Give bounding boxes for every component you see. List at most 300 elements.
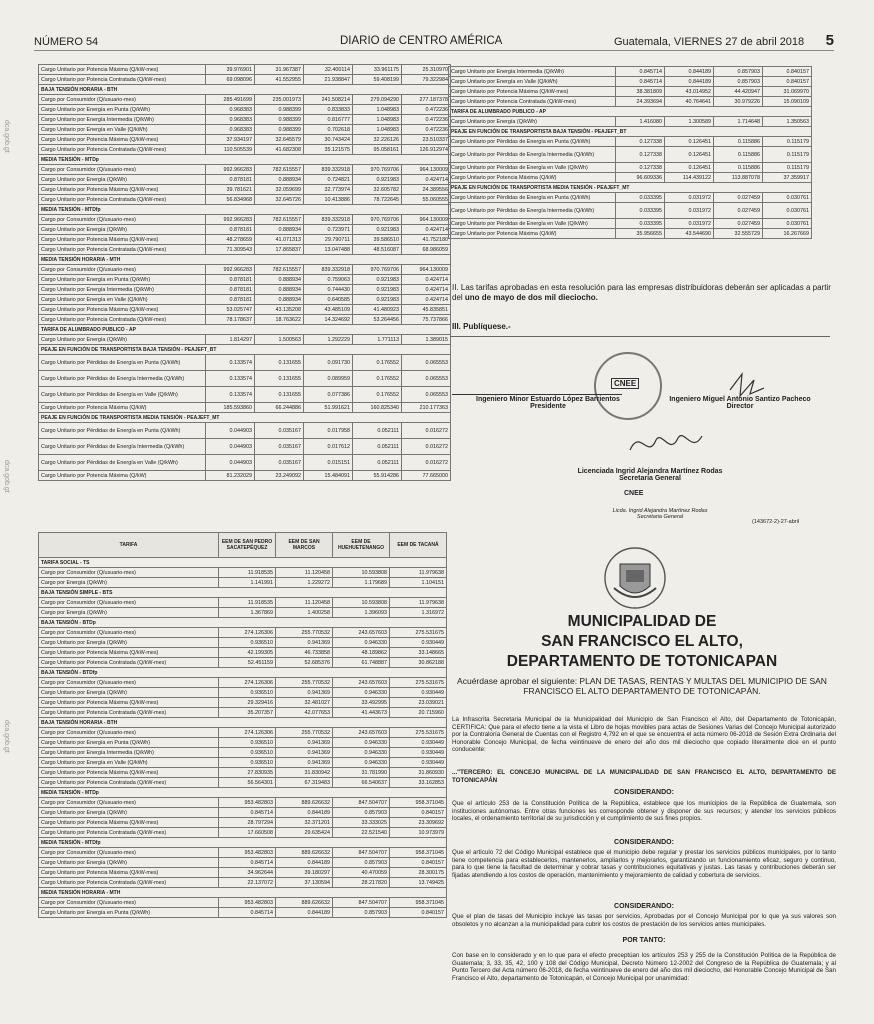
table-cell: 68.986059 <box>402 245 451 255</box>
table-row <box>39 135 451 145</box>
table-cell: 37.130594 <box>276 878 333 888</box>
row-label: Cargo Unitario por Potencia Máxima (Q/kW-mes) <box>39 818 219 828</box>
signatory-1-role: Presidente <box>530 403 566 410</box>
table-cell: 0.723971 <box>304 225 353 235</box>
table-cell: 75.737866 <box>402 315 451 325</box>
table-row <box>39 778 447 788</box>
table-cell: 839.332918 <box>304 215 353 225</box>
side-watermark: dca.gob.gt <box>3 460 10 493</box>
table-row <box>39 698 447 708</box>
row-label: Cargo por Consumidor (Q/usuario-mes) <box>39 598 219 608</box>
section-label: TARIFA SOCIAL - TS <box>39 558 447 568</box>
table-cell: 0.840157 <box>763 67 812 77</box>
row-label: Cargo Unitario por Energía (Q/kWh) <box>39 225 206 235</box>
table-cell: 22.521540 <box>333 828 390 838</box>
table-cell: 235.001973 <box>255 95 304 105</box>
table-cell: 0.044903 <box>206 455 255 471</box>
table-cell: 1.048983 <box>353 125 402 135</box>
table-cell: 0.044903 <box>206 423 255 439</box>
section-label: MEDIA TENSIÓN - MTDfp <box>39 205 451 215</box>
table-cell: 0.921983 <box>353 285 402 295</box>
table-cell: 113.887078 <box>714 173 763 183</box>
table-cell: 964.130009 <box>402 215 451 225</box>
section-label: MEDIA TENSIÓN - MTDfp <box>39 838 447 848</box>
table-cell: 11.918535 <box>219 568 276 578</box>
section-label: BAJA TENSIÓN HORARIA - BTH <box>39 718 447 728</box>
row-label: Cargo Unitario por Potencia Contratada (Q/kW-mes) <box>39 75 206 85</box>
row-label: Cargo Unitario por Energía en Punta (Q/kWh) <box>39 738 219 748</box>
table-row <box>39 598 447 608</box>
row-label: Cargo Unitario por Potencia Contratada (Q/kW-mes) <box>449 97 616 107</box>
row-label: Cargo Unitario por Pérdidas de Energía en Valle (Q/kWh) <box>449 219 616 229</box>
table-cell: 1.048983 <box>353 115 402 125</box>
table-cell: 79.322984 <box>402 75 451 85</box>
table-cell: 243.657603 <box>333 728 390 738</box>
section-label: TARIFA DE ALUMBRADO PUBLICO - AP <box>449 107 812 117</box>
considerando-1: Que el artículo 253 de la Constitución Política de la República, establece que los municipios de la República de Guatemala, son instituciones autónomas. Entre otras funciones les corresponde obtener y disponer de sus recursos; y atender los servicios públicos locales, el ordenamiento territorial de su jurisdicción y el cumplimiento de sus fines propios. <box>452 800 836 823</box>
table-cell: 243.657603 <box>333 628 390 638</box>
row-label: Cargo Unitario por Potencia Contratada (Q/kW-mes) <box>39 315 206 325</box>
table-cell: 0.941369 <box>276 758 333 768</box>
table-cell: 0.930449 <box>390 748 447 758</box>
table-row <box>39 568 447 578</box>
row-label: Cargo Unitario por Energía en Punta (Q/kWh) <box>39 105 206 115</box>
table-cell: 95.058161 <box>353 145 402 155</box>
table-cell: 889.626632 <box>276 798 333 808</box>
row-label: Cargo Unitario por Potencia Contratada (Q/kW-mes) <box>39 195 206 205</box>
table-cell: 0.133574 <box>206 355 255 371</box>
section-label: PEAJE EN FUNCIÓN DE TRANSPORTISTA BAJA TENSIÓN - PEAJEFT_BT <box>449 127 812 137</box>
table-cell: 0.930449 <box>390 688 447 698</box>
table-row <box>39 758 447 768</box>
table-cell: 255.770532 <box>276 678 333 688</box>
row-label: Cargo Unitario por Pérdidas de Energía en Punta (Q/kWh) <box>39 423 206 439</box>
table-cell: 10.593808 <box>333 598 390 608</box>
table-cell: 0.724821 <box>304 175 353 185</box>
section-label: MEDIA TENSIÓN HORARIA - MTH <box>39 255 451 265</box>
table-cell: 0.115886 <box>714 163 763 173</box>
table-cell: 41.752180 <box>402 235 451 245</box>
table-row <box>39 578 447 588</box>
table-cell: 33.492995 <box>333 698 390 708</box>
table-cell: 0.844189 <box>665 67 714 77</box>
table-row <box>39 439 451 455</box>
row-label: Cargo por Consumidor (Q/usuario-mes) <box>39 678 219 688</box>
por-tanto-heading: POR TANTO: <box>622 937 666 944</box>
table-cell: 0.921983 <box>353 295 402 305</box>
table-cell: 28.217820 <box>333 878 390 888</box>
title-line-3: DEPARTAMENTO DE TOTONICAPAN <box>506 653 778 670</box>
table-cell: 15.484091 <box>304 471 353 481</box>
section-row <box>39 85 451 95</box>
table-cell: 30.862188 <box>390 658 447 668</box>
table-cell: 0.878181 <box>206 225 255 235</box>
table-cell: 0.115179 <box>763 163 812 173</box>
table-cell: 43.485109 <box>304 305 353 315</box>
table-cell: 17.865837 <box>255 245 304 255</box>
table-cell: 34.962644 <box>219 868 276 878</box>
signatory-2-name: Ingeniero Miguel Antonio Santizo Pacheco <box>669 396 811 403</box>
table-cell: 0.888934 <box>255 175 304 185</box>
tariff-table-eem <box>38 532 447 918</box>
section-label: BAJA TENSIÓN - BTDp <box>39 618 447 628</box>
table-row <box>449 203 812 219</box>
table-cell: 0.131655 <box>255 371 304 387</box>
table-row <box>39 215 451 225</box>
row-label: Cargo Unitario por Pérdidas de Energía en Valle (Q/kWh) <box>39 455 206 471</box>
table-cell: 0.015151 <box>304 455 353 471</box>
table-cell: 1.714648 <box>714 117 763 127</box>
table-cell: 0.930449 <box>390 638 447 648</box>
table-row <box>449 147 812 163</box>
table-cell: 32.226126 <box>353 135 402 145</box>
row-label: Cargo Unitario por Energía en Punta (Q/kWh) <box>39 908 219 918</box>
por-tanto-paragraph: Con base en lo considerado y en lo que para el efecto preceptúan los artículos 253 y 255 de la Constitución Política de la República de Guatemala; 3, 33, 35, 42, 100 y 108 del Código Municipal, Decreto Número 12-2002 del Congreso de la República de Guatemala; y al Punto Tercero del Acta número 06-2018, de fecha veintinueve de enero del año dos mil dieciocho, del Honorable Concejo Municipal de San Francisco el Alto, departamento de Totonicapán, el Concejo Municipal por unanimidad: <box>452 952 836 982</box>
section-label: MEDIA TENSIÓN HORARIA - MTH <box>39 888 447 898</box>
table-cell: 0.941369 <box>276 738 333 748</box>
table-cell: 0.127338 <box>616 147 665 163</box>
table-cell: 48.278659 <box>206 235 255 245</box>
row-label: Cargo Unitario por Energía en Punta (Q/kWh) <box>39 275 206 285</box>
table-cell: 0.033395 <box>616 219 665 229</box>
table-cell: 11.979638 <box>390 598 447 608</box>
table-cell: 32.555729 <box>714 229 763 239</box>
table-cell: 1.814297 <box>206 335 255 345</box>
table-cell: 0.888934 <box>255 275 304 285</box>
table-cell: 17.660508 <box>219 828 276 838</box>
table-cell: 847.504707 <box>333 898 390 908</box>
table-row <box>39 628 447 638</box>
table-cell: 10.593808 <box>333 568 390 578</box>
table-cell: 0.946330 <box>333 688 390 698</box>
table-cell: 37.934197 <box>206 135 255 145</box>
table-cell: 0.065553 <box>402 371 451 387</box>
table-cell: 32.400114 <box>304 65 353 75</box>
table-cell: 23.309692 <box>390 818 447 828</box>
table-cell: 275.531675 <box>390 628 447 638</box>
row-label: Cargo Unitario por Potencia Contratada (Q/kW-mes) <box>39 708 219 718</box>
table-cell: 32.605782 <box>353 185 402 195</box>
table-cell: 0.888934 <box>255 285 304 295</box>
table-cell: 0.472236 <box>402 115 451 125</box>
table-cell: 0.424714 <box>402 275 451 285</box>
stamp-name: Licda. Ingrid Alejandra Martínez Rodas <box>612 508 708 514</box>
table-row <box>39 371 451 387</box>
table-cell: 889.626632 <box>276 898 333 908</box>
signatory-3-role: Secretaria General <box>619 475 681 482</box>
table-cell: 51.991621 <box>304 403 353 413</box>
table-cell: 0.017612 <box>304 439 353 455</box>
table-cell: 274.126306 <box>219 628 276 638</box>
table-cell: 285.491699 <box>206 95 255 105</box>
table-cell: 48.189862 <box>333 648 390 658</box>
seal-logo-text: CNEE <box>611 378 639 389</box>
table-row <box>39 315 451 325</box>
table-row <box>449 117 812 127</box>
table-cell: 11.979638 <box>390 568 447 578</box>
tariff-table-continued <box>38 64 451 481</box>
row-label: Cargo Unitario por Pérdidas de Energía Intermedia (Q/kWh) <box>449 203 616 219</box>
table-cell: 185.593860 <box>206 403 255 413</box>
table-cell: 0.930449 <box>390 738 447 748</box>
table-cell: 0.052111 <box>353 423 402 439</box>
table-cell: 0.031972 <box>665 219 714 229</box>
section-row <box>39 205 451 215</box>
table-cell: 0.176552 <box>353 355 402 371</box>
table-cell: 0.131655 <box>255 355 304 371</box>
table-cell: 0.936510 <box>219 638 276 648</box>
row-label: Cargo Unitario por Pérdidas de Energía Intermedia (Q/kWh) <box>449 147 616 163</box>
table-cell: 40.764641 <box>665 97 714 107</box>
table-cell: 0.878181 <box>206 295 255 305</box>
row-label: Cargo Unitario por Energía (Q/kWh) <box>39 175 206 185</box>
table-cell: 255.770532 <box>276 628 333 638</box>
table-cell: 0.133574 <box>206 387 255 403</box>
table-cell: 31.069970 <box>763 87 812 97</box>
table-cell: 782.615557 <box>255 165 304 175</box>
table-cell: 78.178637 <box>206 315 255 325</box>
signatory-1 <box>448 396 648 410</box>
signature-line <box>452 394 622 395</box>
table-cell: 15.090109 <box>763 97 812 107</box>
table-row <box>39 145 451 155</box>
stamp-role: Secretaria General <box>636 514 684 520</box>
table-row <box>39 295 451 305</box>
row-label: Cargo Unitario por Potencia Contratada (Q/kW-mes) <box>39 828 219 838</box>
table-cell: 14.324692 <box>304 315 353 325</box>
table-cell: 0.640585 <box>304 295 353 305</box>
table-cell: 0.759063 <box>304 275 353 285</box>
table-row <box>449 163 812 173</box>
row-label: Cargo Unitario por Potencia Máxima (Q/kW) <box>39 471 206 481</box>
row-label: Cargo Unitario por Pérdidas de Energía en Punta (Q/kWh) <box>39 355 206 371</box>
table-cell: 0.424714 <box>402 225 451 235</box>
table-row <box>449 219 812 229</box>
table-cell: 0.033395 <box>616 203 665 219</box>
table-row <box>39 455 451 471</box>
table-row <box>39 808 447 818</box>
table-cell: 0.946330 <box>333 758 390 768</box>
table-cell: 41.480923 <box>353 305 402 315</box>
column-header: EEM DE SAN PEDRO SACATEPÉQUEZ <box>219 533 276 558</box>
table-row <box>39 165 451 175</box>
row-label: Cargo Unitario por Energía (Q/kWh) <box>39 335 206 345</box>
table-row <box>39 185 451 195</box>
table-cell: 40.470059 <box>333 868 390 878</box>
table-cell: 958.371045 <box>390 798 447 808</box>
title-line-2: SAN FRANCISCO EL ALTO, <box>541 633 743 650</box>
table-cell: 782.615557 <box>255 265 304 275</box>
table-cell: 28.797294 <box>219 818 276 828</box>
table-cell: 992.966283 <box>206 265 255 275</box>
table-row <box>39 195 451 205</box>
row-label: Cargo Unitario por Potencia Contratada (Q/kW-mes) <box>39 878 219 888</box>
table-row <box>39 75 451 85</box>
table-cell: 255.770532 <box>276 728 333 738</box>
side-watermark: dca.gob.gt <box>3 720 10 753</box>
table-cell: 1.316972 <box>390 608 447 618</box>
table-cell: 32.645579 <box>255 135 304 145</box>
table-cell: 0.988399 <box>255 115 304 125</box>
table-row <box>449 137 812 147</box>
table-cell: 953.482803 <box>219 848 276 858</box>
table-cell: 970.769706 <box>353 165 402 175</box>
table-row <box>39 848 447 858</box>
table-cell: 13.749425 <box>390 878 447 888</box>
table-cell: 35.121575 <box>304 145 353 155</box>
table-cell: 0.930449 <box>390 758 447 768</box>
table-cell: 0.833833 <box>304 105 353 115</box>
table-cell: 0.936510 <box>219 688 276 698</box>
table-cell: 1.300589 <box>665 117 714 127</box>
title-line-1: MUNICIPALIDAD DE <box>567 613 717 630</box>
table-cell: 0.091730 <box>304 355 353 371</box>
row-label: Cargo Unitario por Potencia Contratada (Q/kW-mes) <box>39 778 219 788</box>
table-cell: 0.424714 <box>402 175 451 185</box>
section-label: BAJA TENSIÓN - BTDfp <box>39 668 447 678</box>
row-label: Cargo Unitario por Potencia Máxima (Q/kW-mes) <box>39 698 219 708</box>
table-cell: 0.035167 <box>255 423 304 439</box>
table-cell: 43.014952 <box>665 87 714 97</box>
table-row <box>449 193 812 203</box>
table-cell: 23.249092 <box>255 471 304 481</box>
table-cell: 59.408199 <box>353 75 402 85</box>
section-row <box>39 155 451 165</box>
column-header: EEM DE SAN MARCOS <box>276 533 333 558</box>
table-cell: 0.065553 <box>402 355 451 371</box>
table-cell: 33.162853 <box>390 778 447 788</box>
signatory-2 <box>650 396 830 410</box>
row-label: Cargo Unitario por Energía (Q/kWh) <box>39 688 219 698</box>
table-row <box>39 225 451 235</box>
table-cell: 243.657603 <box>333 678 390 688</box>
section-label: PEAJE EN FUNCIÓN DE TRANSPORTISTA BAJA TENSIÓN - PEAJEFT_BT <box>39 345 451 355</box>
table-cell: 279.094290 <box>353 95 402 105</box>
table-row <box>449 87 812 97</box>
table-cell: 0.030761 <box>763 203 812 219</box>
table-cell: 0.968383 <box>206 125 255 135</box>
table-cell: 48.516087 <box>353 245 402 255</box>
table-row <box>39 868 447 878</box>
section-row <box>39 255 451 265</box>
table-cell: 0.936510 <box>219 738 276 748</box>
table-cell: 839.332918 <box>304 165 353 175</box>
row-label: Cargo Unitario por Energía Intermedia (Q/kWh) <box>39 285 206 295</box>
agreement-summary: Acuérdase aprobar el siguiente: PLAN DE TASAS, RENTAS Y MULTAS DEL MUNICIPIO DE SAN FRANCISCO EL ALTO DEPARTAMENTO DE TOTONICAPÁN. <box>457 676 827 696</box>
table-cell: 0.424714 <box>402 285 451 295</box>
table-cell: 0.840157 <box>390 808 447 818</box>
considerando-heading: CONSIDERANDO: <box>614 903 674 910</box>
table-cell: 56.834968 <box>206 195 255 205</box>
table-row <box>39 858 447 868</box>
table-cell: 0.921983 <box>353 175 402 185</box>
table-cell: 69.098096 <box>206 75 255 85</box>
table-cell: 0.115886 <box>714 147 763 163</box>
row-label: Cargo Unitario por Pérdidas de Energía en Punta (Q/kWh) <box>449 193 616 203</box>
table-cell: 32.773974 <box>304 185 353 195</box>
table-cell: 0.016272 <box>402 439 451 455</box>
table-cell: 56.564301 <box>219 778 276 788</box>
row-label: Cargo por Consumidor (Q/usuario-mes) <box>39 568 219 578</box>
table-cell: 31.781990 <box>333 768 390 778</box>
publication-name: DIARIO de CENTRO AMÉRICA <box>340 35 503 47</box>
table-cell: 1.367869 <box>219 608 276 618</box>
table-cell: 30.743424 <box>304 135 353 145</box>
table-cell: 77.665000 <box>402 471 451 481</box>
table-cell: 0.844189 <box>276 858 333 868</box>
table-cell: 0.878181 <box>206 175 255 185</box>
table-cell: 0.044903 <box>206 439 255 455</box>
table-cell: 0.031972 <box>665 203 714 219</box>
section-label: MEDIA TENSIÓN - MTDp <box>39 155 451 165</box>
table-cell: 0.840157 <box>390 908 447 918</box>
table-cell: 275.531675 <box>390 678 447 688</box>
table-cell: 0.131655 <box>255 387 304 403</box>
table-cell: 0.472236 <box>402 125 451 135</box>
table-row <box>39 471 451 481</box>
table-cell: 41.552955 <box>255 75 304 85</box>
table-cell: 0.878181 <box>206 285 255 295</box>
section-label: BAJA TENSIÓN HORARIA - BTH <box>39 85 451 95</box>
table-cell: 958.371045 <box>390 898 447 908</box>
table-cell: 0.857903 <box>333 908 390 918</box>
table-cell: 953.482803 <box>219 798 276 808</box>
table-row <box>39 285 451 295</box>
row-label: Cargo Unitario por Energía en Valle (Q/kWh) <box>449 77 616 87</box>
table-cell: 0.424714 <box>402 295 451 305</box>
issue-date: Guatemala, VIERNES 27 de abril 2018 <box>614 36 805 48</box>
table-cell: 0.845714 <box>616 77 665 87</box>
table-cell: 1.389015 <box>402 335 451 345</box>
table-cell: 0.844189 <box>276 808 333 818</box>
table-cell: 0.840157 <box>390 858 447 868</box>
table-cell: 970.769706 <box>353 265 402 275</box>
table-cell: 0.921983 <box>353 225 402 235</box>
table-cell: 1.229272 <box>276 578 333 588</box>
table-cell: 0.844189 <box>276 908 333 918</box>
table-cell: 0.017958 <box>304 423 353 439</box>
row-label: Cargo Unitario por Pérdidas de Energía en Valle (Q/kWh) <box>39 387 206 403</box>
table-cell: 41.443673 <box>333 708 390 718</box>
table-cell: 32.645726 <box>255 195 304 205</box>
table-cell: 71.309543 <box>206 245 255 255</box>
table-row <box>39 708 447 718</box>
table-cell: 0.176552 <box>353 371 402 387</box>
row-label: Cargo Unitario por Pérdidas de Energía Intermedia (Q/kWh) <box>39 439 206 455</box>
row-label: Cargo por Energía (Q/kWh) <box>39 578 219 588</box>
table-cell: 970.769706 <box>353 215 402 225</box>
table-row <box>39 105 451 115</box>
row-label: Cargo por Consumidor (Q/usuario-mes) <box>39 728 219 738</box>
table-cell: 0.988399 <box>255 105 304 115</box>
row-label: Cargo Unitario por Potencia Máxima (Q/kW-mes) <box>39 135 206 145</box>
table-cell: 11.120458 <box>276 568 333 578</box>
section-row <box>39 618 447 628</box>
table-row <box>39 828 447 838</box>
table-cell: 0.030761 <box>763 193 812 203</box>
table-row <box>39 818 447 828</box>
section-row <box>39 888 447 898</box>
table-cell: 29.635424 <box>276 828 333 838</box>
table-cell: 0.857903 <box>714 77 763 87</box>
tariff-table-eem-continued <box>448 66 812 239</box>
table-cell: 0.857903 <box>333 808 390 818</box>
section-row <box>39 345 451 355</box>
table-cell: 39.180297 <box>276 868 333 878</box>
table-cell: 0.845714 <box>219 908 276 918</box>
table-cell: 24.389556 <box>402 185 451 195</box>
table-cell: 0.176552 <box>353 387 402 403</box>
